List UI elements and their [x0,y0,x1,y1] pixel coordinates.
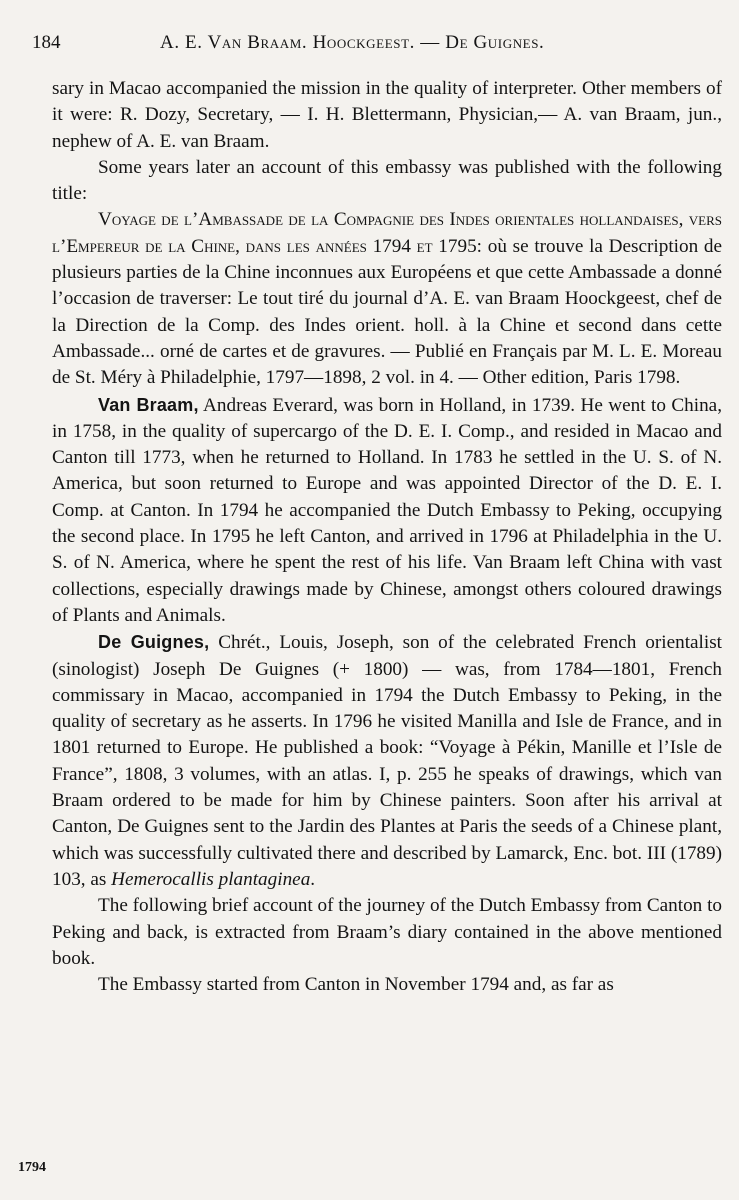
entry-text-van-braam: Andreas Everard, was born in Holland, in 1739. He went to China, in 1758, in the quality of supercargo of the D. E. I. Comp., and resided in Macao and Canton till 1773, when he returned to Holland. In 1783 he settled in the U. S. of N. America, but soon returned to Europe and was appointed Director of the D. E. I. Comp. at Canton. In 1794 he accompanied the Dutch Embassy to Peking, occupying the second place. In 1795 he left Canton, and arrived in 1796 at Philadelphia in the U. S. of N. America, where he spent the rest of his life. Van Braam left China with vast collections, especially drawings made by Chinese, amongst others coloured drawings of Plants and Animals. [52,394,722,626]
entry-name-van-braam: Van Braam, [98,394,199,415]
entry-text-de-guignes: Chrét., Louis, Joseph, son of the celebrated French orientalist (sinologist) Joseph De Guignes (+ 1800) — was, from 1784—1801, French commissary in Macao, accompanied in 1794 the Dutch Embassy to Peking, in the quality of secretary as he asserts. In 1796 he visited Manilla and Isle de France, and in 1801 returned to Europe. He published a book: “Voyage à Pékin, Manille et l’Isle de France”, 1808, 3 volumes, with an atlas. I, p. 255 he speaks of drawings, which van Braam ordered to be made for him by Chinese painters. Soon after his arrival at Canton, De Guignes sent to the Jardin des Plantes at Paris the seeds of a Chinese plant, which was successfully cultivated there and described by Lamarck, Enc. bot. III (1789) 103, as [52,632,722,890]
paragraph-embassy-account: Some years later an account of this embassy was published with the following title: [52,156,722,205]
paragraph-journey-intro: The following brief account of the journey of the Dutch Embassy from Canton to Peking and back, is extracted from Braam’s diary contained in the above mentioned book. [52,895,722,969]
paragraph-de-guignes [52,629,722,893]
book-title: Voyage de l’Ambassade de la Compagnie des Indes orientales hollandaises, vers l’Empereur de la Chine, dans les années 1794 et 1795: [52,209,722,257]
entry-name-de-guignes: De Guignes, [98,632,210,653]
entry-text-end: . [310,868,316,890]
page-header [0,32,739,58]
species-name: Hemerocallis plantaginea [111,868,311,890]
running-head: A. E. Van Braam. Hoockgeest. — De Guignes. [160,32,545,53]
book-details: où se trouve la Description de plusieurs parties de la Chine inconnues aux Européens et que cette Ambassade a donné l’occasion de traverser: Le tout tiré du journal d’A. E. van Braam Hoockgeest, chef de la Direction de la Comp. des Indes orient. holl. à la Chine et second dans cette Ambassade... orné de cartes et de gravures. — Publié en Français par M. L. E. Moreau de St. Méry à Philadelphie, 1797—1898, 2 vol. in 4. — Other edition, Paris 1798. [52,235,722,389]
body-text [52,76,722,998]
paragraph-journey-start: The Embassy started from Canton in November 1794 and, as far as [98,974,614,996]
margin-note-year: 1794 [18,1160,46,1175]
page-number: 184 [32,32,61,53]
paragraph-van-braam [52,392,722,630]
paragraph-book-title [52,207,722,391]
paragraph-continuation: sary in Macao accompanied the mission in the quality of interpreter. Other members of it were: R. Dozy, Secretary, — I. H. Blettermann, Physician,— A. van Braam, jun., nephew of A. E. van Braam. [52,78,722,152]
